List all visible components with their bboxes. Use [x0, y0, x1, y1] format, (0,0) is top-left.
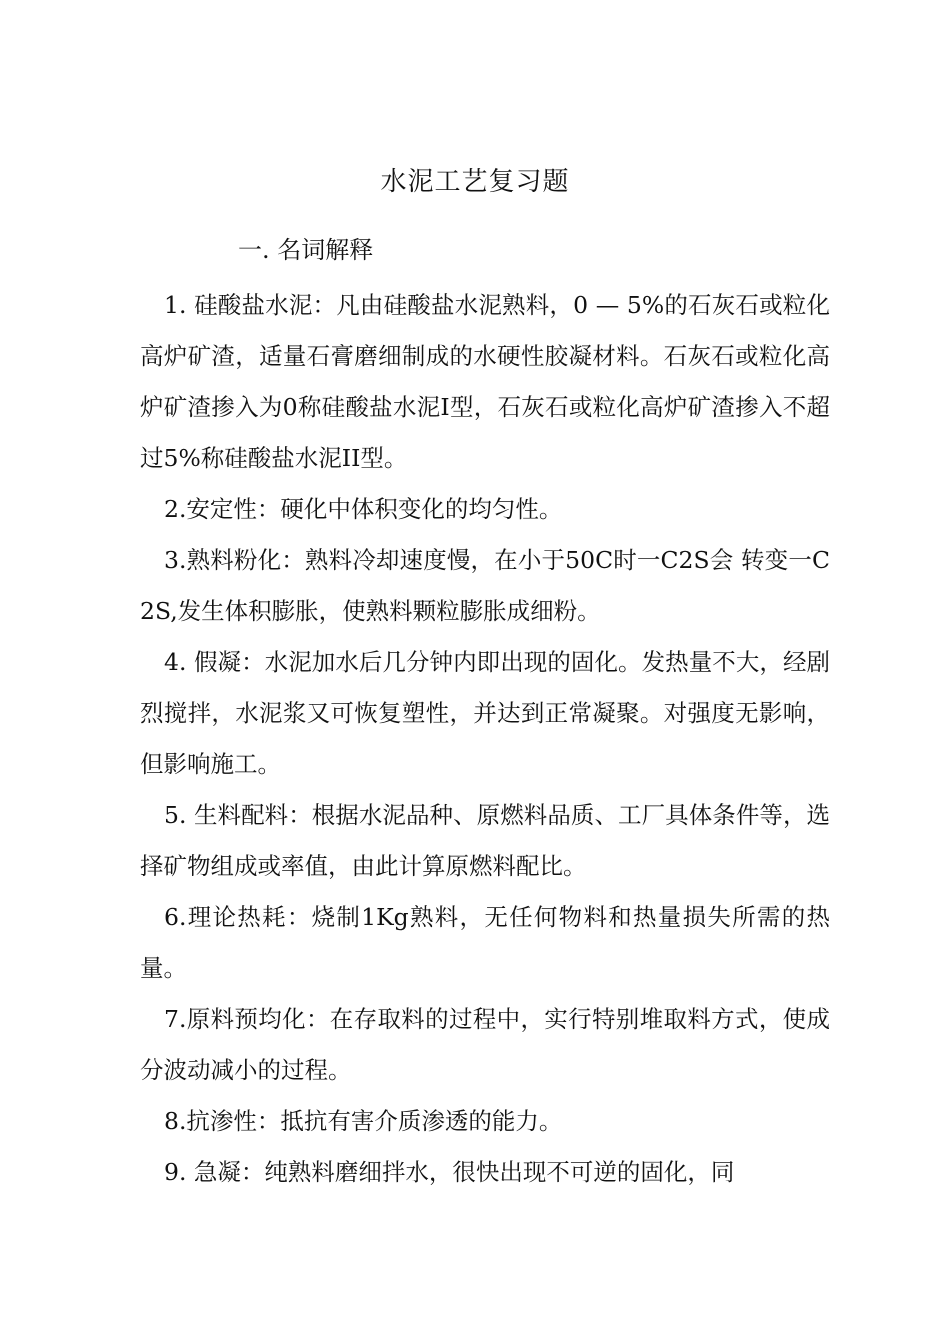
section-heading: 一. 名词解释: [238, 236, 374, 264]
definition-item-7: 7.原料预均化：在存取料的过程中，实行特别堆取料方式，使成分波动减小的过程。: [140, 1005, 830, 1084]
definition-item-5: 5. 生料配料：根据水泥品种、原燃料品质、工厂具体条件等，选择矿物组成或率值，由此计算原燃料配比。: [140, 801, 830, 880]
definition-item-3: 3.熟料粉化：熟料冷却速度慢，在小于50C时一C2S会 转变一C2S,发生体积膨胀，使熟料颗粒膨胀成细粉。: [140, 546, 830, 625]
definition-item-6: 6.理论热耗：烧制1Kg熟料，无任何物料和热量损失所需的热量。: [140, 903, 830, 982]
definition-item-1: 1. 硅酸盐水泥：凡由硅酸盐水泥熟料，0 — 5%的石灰石或粒化高炉矿渣，适量石膏磨细制成的水硬性胶凝材料。石灰石或粒化高炉矿渣掺入为0称硅酸盐水泥I型，石灰石或粒化高炉矿渣掺入不超过5%称硅酸盐水泥II型。: [140, 291, 830, 472]
definitions-list: [140, 280, 830, 1198]
document-title: 水泥工艺复习题: [380, 167, 570, 197]
definition-item-4: 4. 假凝：水泥加水后几分钟内即出现的固化。发热量不大，经剧烈搅拌，水泥浆又可恢复塑性，并达到正常凝聚。对强度无影响，但影响施工。: [140, 648, 830, 778]
definition-item-9: 9. 急凝：纯熟料磨细拌水，很快出现不可逆的固化，同: [164, 1158, 735, 1186]
definition-item-2: 2.安定性：硬化中体积变化的均匀性。: [164, 495, 563, 523]
definition-item-8: 8.抗渗性：抵抗有害介质渗透的能力。: [164, 1107, 563, 1135]
